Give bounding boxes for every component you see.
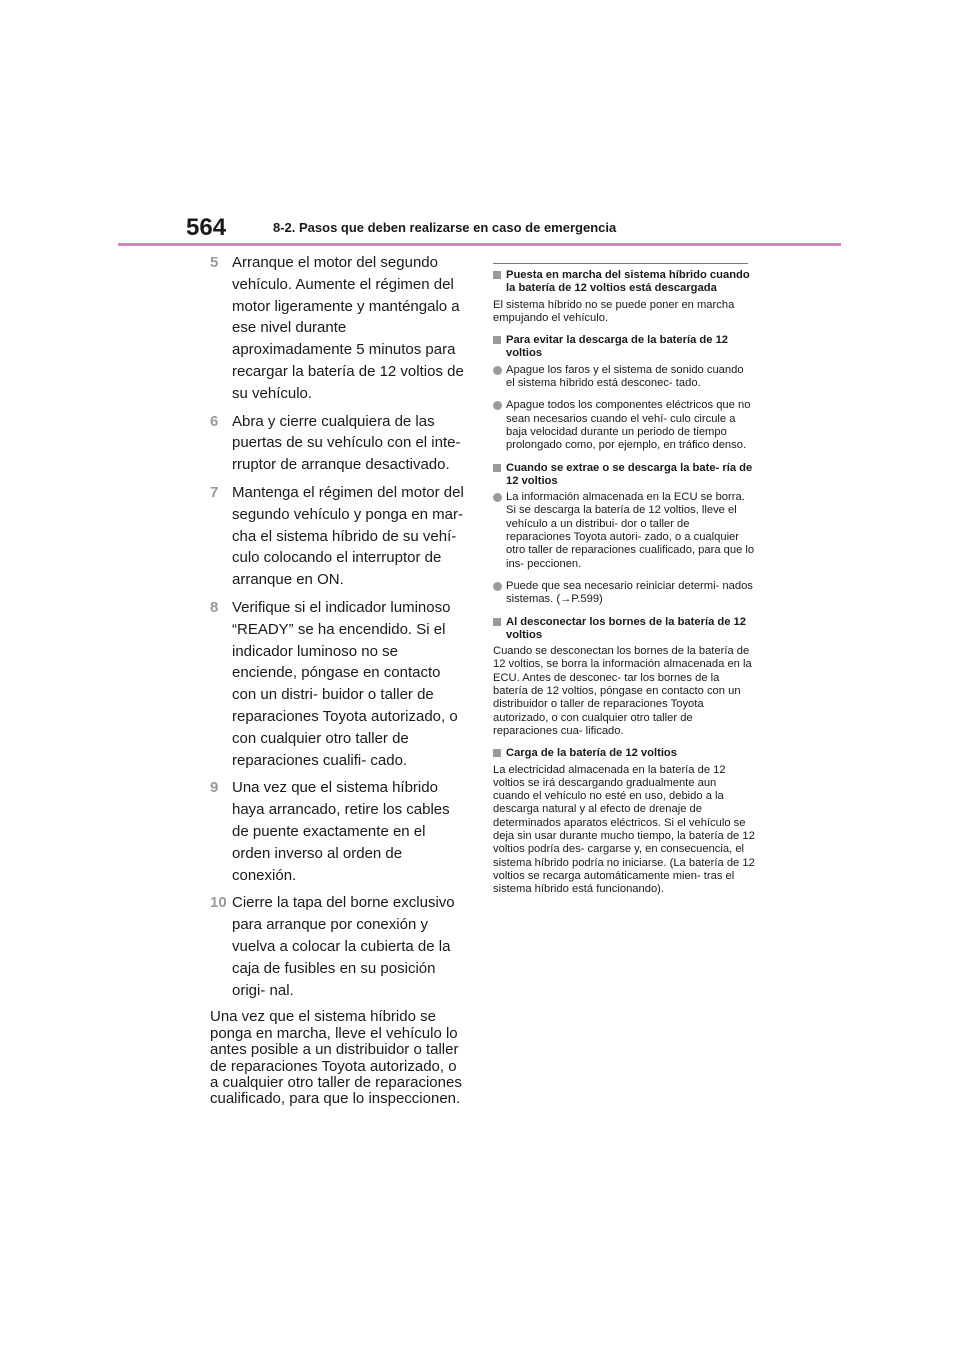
step-8 [210, 597, 466, 771]
circle-bullet-icon [493, 401, 502, 410]
note-heading-battery-removed [493, 462, 755, 489]
note-heading-prevent-discharge [493, 334, 755, 361]
bullet-item [493, 491, 755, 571]
bullet-text: Puede que sea necesario reiniciar determi- nados sistemas. (→P.599) [506, 579, 753, 606]
circle-bullet-icon [493, 493, 502, 502]
section-title: 8-2. Pasos que deben realizarse en caso de emergencia [273, 220, 617, 235]
heading-text: Carga de la batería de 12 voltios [506, 747, 677, 760]
note-heading-battery-charge [493, 747, 755, 760]
step-5 [210, 252, 466, 405]
note-body: Cuando se desconectan los bornes de la batería de 12 voltios, se borra la información almacenada en la ECU. Antes de desconec- tar los bornes de la batería de 12 voltios, póngase en contacto con un distribuidor o taller de reparaciones Toyota autorizado, o con cualquier otro taller de reparaciones cua- lificado. [493, 645, 752, 737]
bullet-item [493, 364, 755, 391]
step-10 [210, 892, 466, 1001]
bullet-item [493, 399, 755, 452]
step-number: 7 [210, 483, 219, 501]
heading-text: Al desconectar los bornes de la batería de 12 voltios [506, 615, 747, 641]
step-number: 5 [210, 254, 219, 271]
square-bullet-icon [493, 749, 501, 757]
square-bullet-icon [493, 336, 501, 344]
step-number: 9 [210, 779, 219, 797]
step-number: 6 [210, 412, 219, 430]
circle-bullet-icon [493, 366, 502, 375]
step-6 [210, 411, 466, 476]
step-number: 8 [210, 598, 219, 616]
step-text: Cierre la tapa del borne exclusivo para arranque por conexión y vuelva a colocar la cubierta de la caja de fusibles en su posición origi- nal. [232, 894, 455, 999]
circle-bullet-icon [493, 582, 502, 591]
heading-text: Cuando se extrae o se descarga la bate- ría de 12 voltios [506, 461, 753, 487]
step-text: Verifique si el indicador luminoso “READY” se ha encendido. Si el indicador luminoso no se enciende, póngase en contacto con un distri- buidor o taller de reparaciones Toyota autorizado, o con cualquier otro taller de reparaciones cualifi- cado. [232, 598, 458, 769]
step-number: 10 [210, 894, 227, 912]
step-7 [210, 482, 466, 591]
step-text: Una vez que el sistema híbrido haya arrancado, retire los cables de puente exactamente en el orden inverso al orden de conexión. [232, 779, 450, 884]
closing-paragraph: Una vez que el sistema híbrido se ponga en marcha, lleve el vehículo lo antes posible a un distribuidor o taller de reparaciones Toyota autorizado, o a cualquier otro taller de reparaciones cualificado, para que lo inspeccionen. [210, 1008, 462, 1108]
header-divider [118, 243, 841, 246]
step-text: Abra y cierre cualquiera de las puertas de su vehículo con el inte- rruptor de arranque desactivado. [232, 412, 461, 474]
square-bullet-icon [493, 271, 501, 279]
notes-divider [493, 263, 748, 264]
page-number: 564 [186, 214, 227, 241]
step-text: Arranque el motor del segundo vehículo. Aumente el régimen del motor ligeramente y manténgalo a ese nivel durante aproximadamente 5 minutos para recargar la batería de 12 voltios de su vehículo. [232, 254, 464, 402]
note-heading-disconnect-terminals [493, 616, 755, 643]
square-bullet-icon [493, 618, 501, 626]
heading-text: Para evitar la descarga de la batería de 12 voltios [506, 334, 729, 360]
bullet-text: Apague todos los componentes eléctricos que no sean necesarios cuando el vehí- culo circule a baja velocidad durante un periodo de tiempo prolongado como, por ejemplo, en tráfico denso. [506, 399, 751, 452]
step-9 [210, 777, 466, 886]
heading-text: Puesta en marcha del sistema híbrido cuando la batería de 12 voltios está descargada [506, 269, 750, 295]
bullet-text: La información almacenada en la ECU se borra. Si se descarga la batería de 12 voltios, lleve el vehículo a un distribui- dor o taller de reparaciones Toyota autori- zado, o a cualquier otro taller de reparaciones cualificado, para que lo ins- peccionen. [506, 491, 755, 570]
bullet-text: Apague los faros y el sistema de sonido cuando el sistema híbrido está desconec- tado. [506, 363, 744, 390]
note-body: El sistema híbrido no se puede poner en marcha empujando el vehículo. [493, 298, 735, 324]
square-bullet-icon [493, 464, 501, 472]
bullet-item [493, 580, 755, 607]
left-column [210, 252, 466, 1123]
note-body: La electricidad almacenada en la batería de 12 voltios se irá descargando gradualmente aun cuando el vehículo no esté en uso, debido a la descarga natural y al efecto de drenaje de determinados aparatos eléctricos. Si el vehículo se deja sin usar durante mucho tiempo, la batería de 12 voltios podría des- cargarse y, en consecuencia, el sistema híbrido podría no iniciarse. (La batería de 12 voltios se recarga automáticamente mien- tras el sistema híbrido está funcionando). [493, 763, 755, 896]
step-text: Mantenga el régimen del motor del segundo vehículo y ponga en mar- cha el sistema híbrido de su vehí- culo colocando el interruptor de arranque en ON. [232, 483, 464, 589]
right-column [493, 263, 755, 905]
note-heading-jump-start [493, 269, 755, 296]
